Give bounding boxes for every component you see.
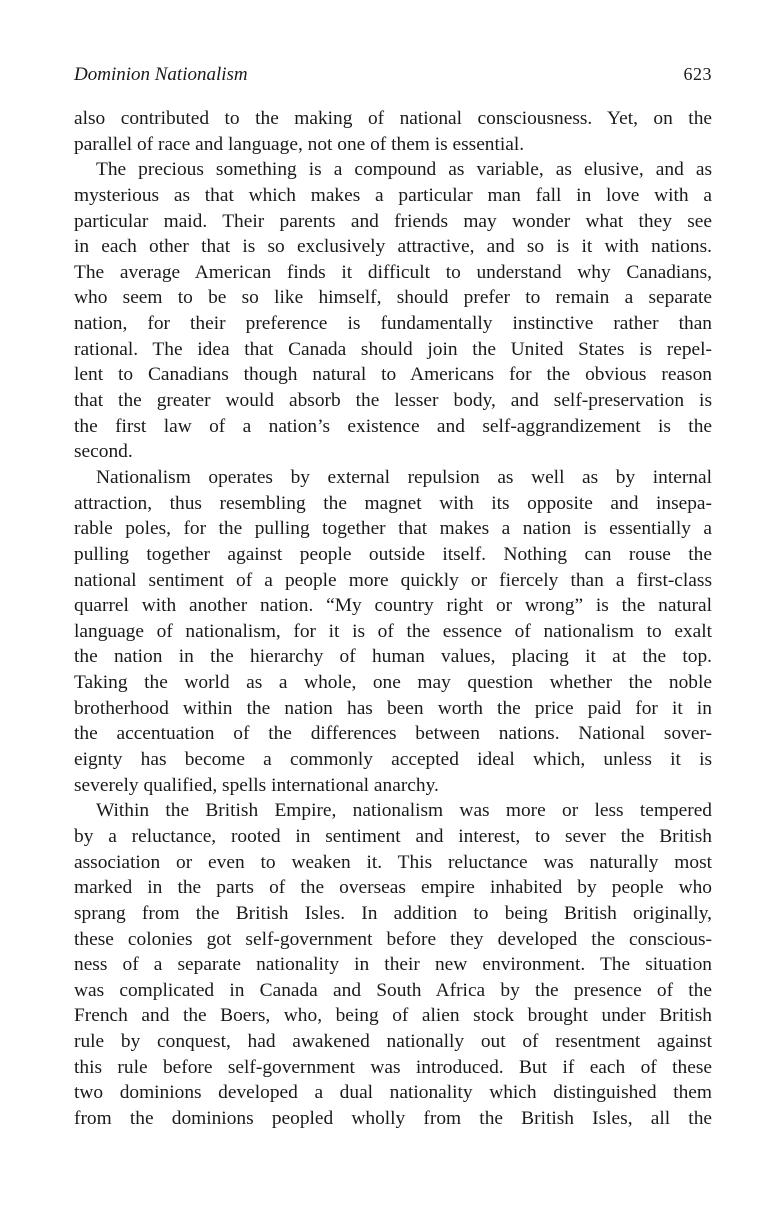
text-line: the accentuation of the differences between nations. National sover- (74, 723, 712, 745)
text-line: second. (74, 441, 133, 463)
text-line: Within the British Empire, nationalism was more or less tempered (96, 800, 712, 822)
text-line: rational. The idea that Canada should join the United States is repel- (74, 338, 712, 360)
paragraph (74, 106, 712, 157)
chapter-title: Dominion Nationalism (74, 64, 248, 85)
text-line: two dominions developed a dual nationality which distinguished them (74, 1082, 712, 1104)
text-line: mysterious as that which makes a particular man fall in love with a (74, 184, 712, 206)
text-line: this rule before self-government was introduced. But if each of these (74, 1056, 712, 1078)
text-line: national sentiment of a people more quickly or fiercely than a first-class (74, 569, 712, 591)
running-head (74, 64, 712, 94)
text-line: from the dominions peopled wholly from the British Isles, all the (74, 1107, 712, 1129)
text-line: Nationalism operates by external repulsion as well as by internal (96, 466, 712, 488)
page-number: 623 (683, 64, 712, 84)
text-line: the first law of a nation’s existence and self-aggrandizement is the (74, 415, 712, 437)
book-page (74, 64, 712, 1132)
body-text (74, 106, 712, 1132)
text-line: Taking the world as a whole, one may question whether the noble (74, 672, 712, 694)
text-line: brotherhood within the nation has been worth the price paid for it in (74, 697, 712, 719)
text-line: language of nationalism, for it is of the essence of nationalism to exalt (74, 620, 712, 642)
text-line: parallel of race and language, not one of them is essential. (74, 133, 525, 155)
text-line: that the greater would absorb the lesser body, and self-preservation is (74, 390, 712, 412)
text-line: The precious something is a compound as variable, as elusive, and as (96, 159, 712, 181)
text-line: The average American finds it difficult to understand why Canadians, (74, 261, 712, 283)
text-line: severely qualified, spells international anarchy. (74, 774, 439, 796)
text-line: sprang from the British Isles. In addition to being British originally, (74, 902, 712, 924)
text-line: rule by conquest, had awakened nationally out of resentment against (74, 1031, 712, 1053)
text-line: eignty has become a commonly accepted ideal which, unless it is (74, 749, 712, 771)
text-line: quarrel with another nation. “My country right or wrong” is the natural (74, 595, 712, 617)
text-line: French and the Boers, who, being of alien stock brought under British (74, 1005, 712, 1027)
text-line: particular maid. Their parents and friends may wonder what they see (74, 210, 712, 232)
text-line: nation, for their preference is fundamentally instinctive rather than (74, 313, 712, 335)
text-line: also contributed to the making of national consciousness. Yet, on the (74, 108, 712, 129)
paragraph (74, 798, 712, 1131)
text-line: ness of a separate nationality in their new environment. The situation (74, 954, 712, 976)
text-line: these colonies got self-government before they developed the conscious- (74, 928, 712, 950)
text-line: association or even to weaken it. This reluctance was naturally most (74, 851, 712, 873)
text-line: rable poles, for the pulling together that makes a nation is essentially a (74, 518, 712, 540)
text-line: marked in the parts of the overseas empire inhabited by people who (74, 877, 712, 899)
text-line: lent to Canadians though natural to Americans for the obvious reason (74, 364, 712, 386)
text-line: was complicated in Canada and South Africa by the presence of the (74, 979, 712, 1001)
paragraph (74, 465, 712, 798)
text-line: in each other that is so exclusively attractive, and so is it with nations. (74, 236, 712, 258)
text-line: who seem to be so like himself, should prefer to remain a separate (74, 287, 712, 309)
text-line: pulling together against people outside itself. Nothing can rouse the (74, 543, 712, 565)
paragraph (74, 157, 712, 465)
text-line: the nation in the hierarchy of human values, placing it at the top. (74, 646, 712, 668)
text-line: attraction, thus resembling the magnet with its opposite and insepa- (74, 492, 712, 514)
text-line: by a reluctance, rooted in sentiment and interest, to sever the British (74, 825, 712, 847)
